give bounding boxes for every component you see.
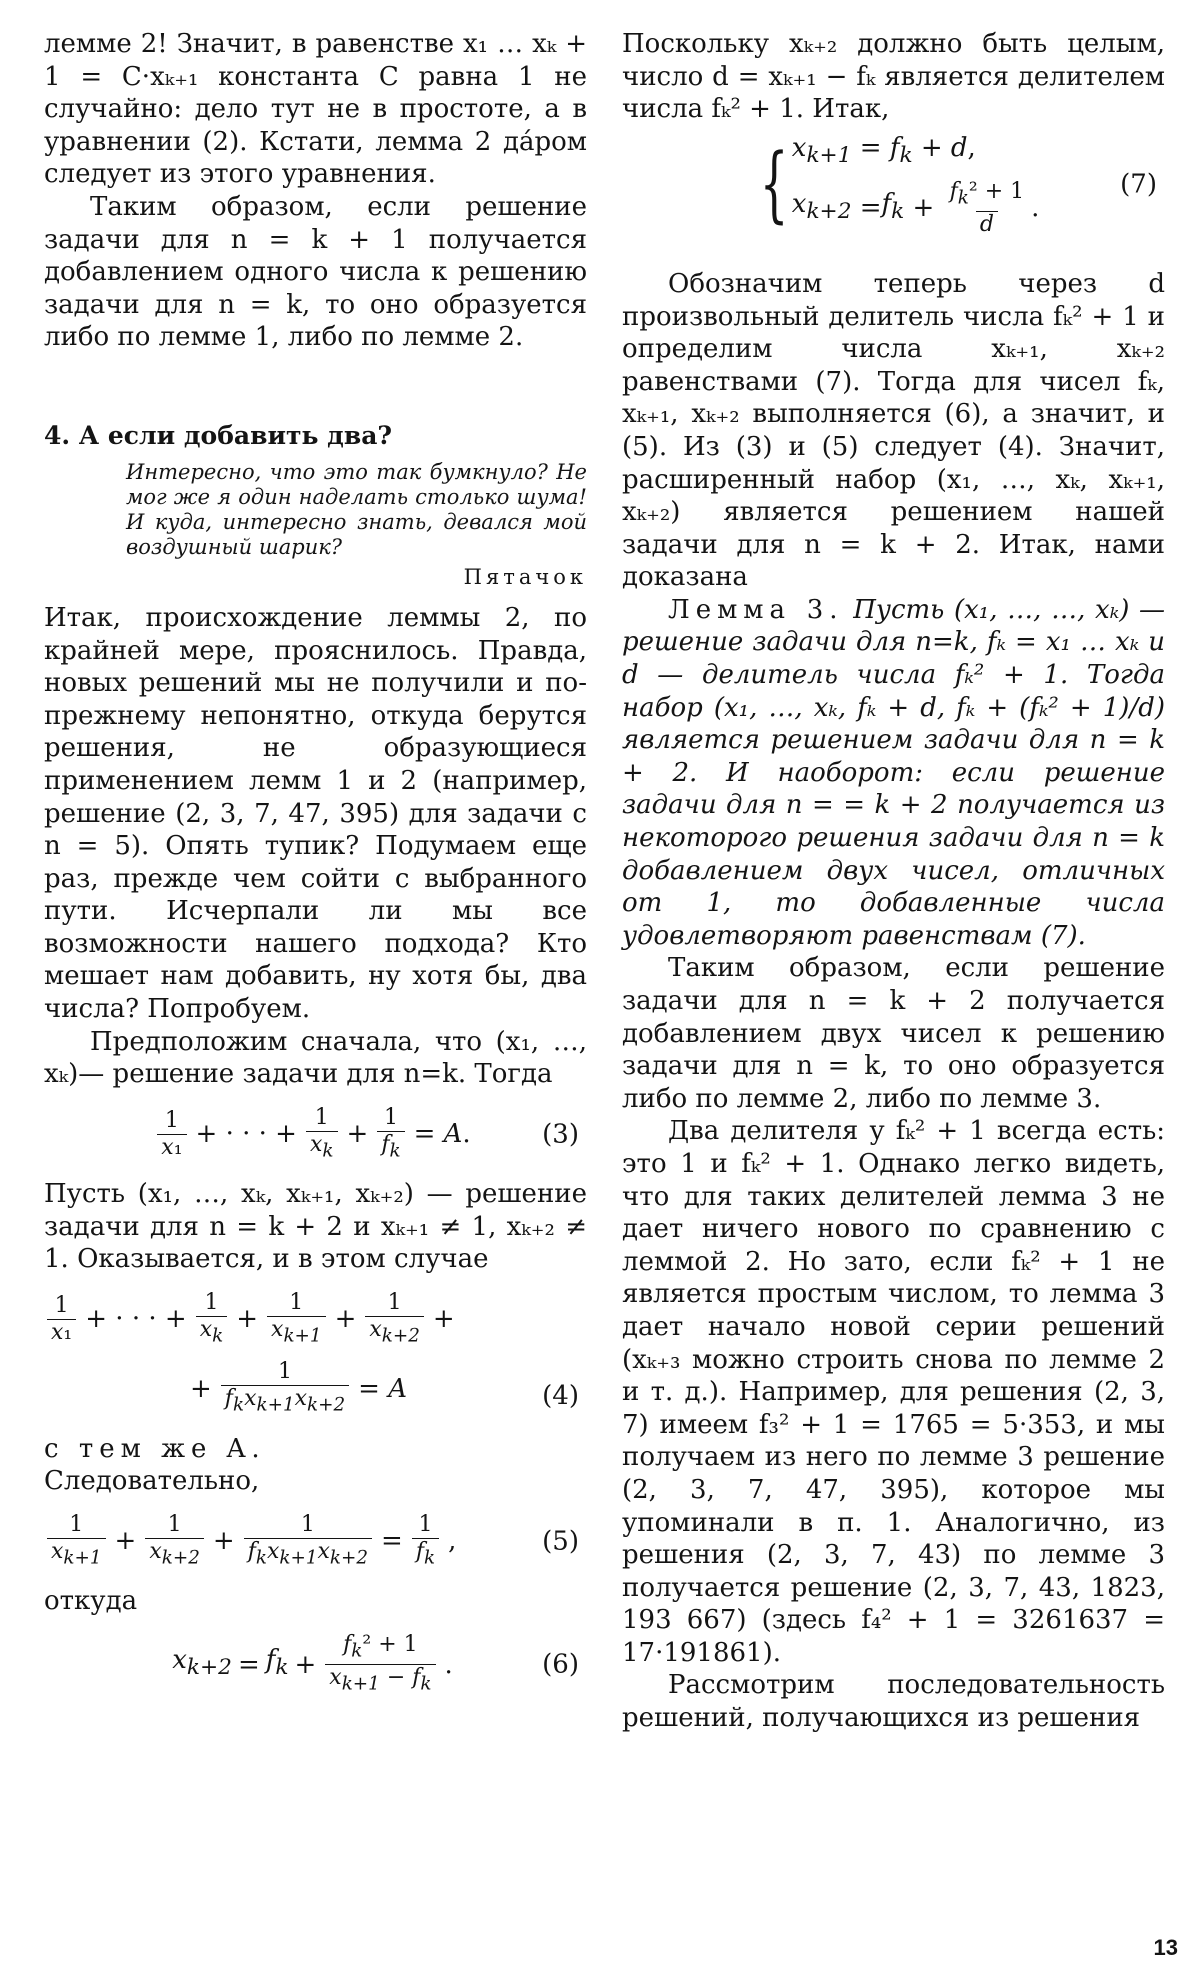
section-title: 4. А если добавить два? <box>44 420 393 450</box>
equation-5-tag: (5) <box>542 1526 579 1557</box>
equation-3-tag: (3) <box>542 1119 579 1150</box>
paragraph-summary-k2: Таким образом, если решение задачи для n = k + 2 получается добавлением двух чисел к решению задачи для n = k, то оно образуется либо по лемме 2, либо по лемме 3. <box>622 953 1165 1114</box>
paragraph-same-a: с тем же A. <box>44 1433 266 1464</box>
paragraph-suppose: Предположим сначала, что (x₁, …, xₖ)— решение задачи для n=k. Тогда <box>44 1026 587 1090</box>
equation-7: { $x_{k+1} = f_k + d$, $x_{k+2}$ = $f_k$ + $\frac{f_k^2 + 1}{d}$ . (7) <box>759 132 1157 237</box>
paragraph-denote: Обозначим теперь через d произвольный делитель числа fₖ² + 1 и определим числа xₖ₊₁, xₖ₊₂ равенствами (7). Тогда для чисел fₖ, xₖ₊₁, xₖ₊₂ выполняется (6), а значит, и (5). Из (3) и (5) следует (4). Значит, расширенный набор (x₁, …, xₖ, xₖ₊₁, xₖ₊₂) является решением нашей задачи для n = k + 2. Итак, нами доказана <box>622 268 1165 593</box>
equation-6-tag: (6) <box>542 1649 579 1680</box>
equation-7-tag: (7) <box>1120 169 1157 200</box>
epigraph: Интересно, что это так бумкнуло? Не мог же я один наделать столько шума! И куда, интересно знать, девался мой воздушный шарик? <box>126 459 587 559</box>
paragraph-hence: Следовательно, <box>44 1466 260 1497</box>
equation-4: $\frac{1}{\text{x₁}}$ + · · · + $\frac{1}{x_k}$ + $\frac{1}{x_{k+1}}$ + $\frac{1}{x_{k+2}}$ + + $\frac{1}{f_kx_{k+1}x_{k+2}}$ = A (4) <box>44 1290 587 1419</box>
paragraph-since: Поскольку xₖ₊₂ должно быть целым, число d = xₖ₊₁ − fₖ является делителем числа fₖ² + 1. Итак, <box>622 29 1165 125</box>
epigraph-author: Пятачок <box>463 564 587 589</box>
left-column <box>44 28 587 1712</box>
paragraph-whence: откуда <box>44 1586 138 1617</box>
paragraph-lemma2-note: лемме 2! Значит, в равенстве x₁ … xₖ + 1 = C·xₖ₊₁ константа C равна 1 не случайно: дело тут не в простоте, а в уравнении (2). Кстати, лемма 2 да́ром следует из этого уравнения. <box>44 29 587 190</box>
right-column <box>622 28 1165 1735</box>
page-number: 13 <box>1153 1935 1178 1960</box>
equation-3: $\frac{1}{\text{x₁}}$ + · · · + $\frac{1}{x_k}$ + $\frac{1}{f_k}$ = A. (3) <box>44 1105 587 1164</box>
paragraph-let: Пусть (x₁, …, xₖ, xₖ₊₁, xₖ₊₂) — решение задачи для n = k + 2 и xₖ₊₁ ≠ 1, xₖ₊₂ ≠ 1. Оказывается, и в этом случае <box>44 1179 587 1275</box>
paragraph-intro: Итак, происхождение леммы 2, по крайней мере, прояснилось. Правда, новых решений мы не получили и по-прежнему непонятно, откуда берутся решения, не образующиеся применением лемм 1 и 2 (например, решение (2, 3, 7, 47, 395) для задачи с n = 5). Опять тупик? Подумаем еще раз, прежде чем сойти с выбранного пути. Исчерпали ли мы все возможности нашего подхода? Кто мешает нам добавить, ну хотя бы, два числа? Попробуем. <box>44 602 587 1025</box>
equation-6: $x_{k+2}$ = $f_k$ + $\frac{f_k^2 + 1}{x_{k+1} - f_k}$ . (6) <box>44 1632 587 1698</box>
paragraph-consider: Рассмотрим последовательность решений, получающихся из решения <box>622 1670 1165 1734</box>
left-brace-icon: { <box>759 136 789 232</box>
lemma-3 <box>622 594 1165 953</box>
lemma-3-statement: Пусть (x₁, …, …, xₖ) — решение задачи для n=k, fₖ = x₁ … xₖ и d — делитель числа fₖ² + 1. Тогда набор (x₁, …, xₖ, fₖ + d, fₖ + (fₖ² + 1)/d) является решением задачи для n = k + 2. И наоборот: если решение задачи для n = = k + 2 получается из некоторого решения задачи для n = k добавлением двух чисел, отличных от 1, то добавленные числа удовлетворяют равенствам (7). <box>622 594 1166 951</box>
paragraph-summary-k1: Таким образом, если решение задачи для n = k + 1 получается добавлением одного числа к решению задачи для n = k, то оно образуется либо по лемме 1, либо по лемме 2. <box>44 191 587 353</box>
equation-5: $\frac{1}{x_{k+1}}$ + $\frac{1}{x_{k+2}}$ + $\frac{1}{f_kx_{k+1}x_{k+2}}$ = $\frac{1}{f_k}$ , (5) <box>44 1512 587 1571</box>
lemma-3-heading: Лемма 3. <box>668 594 844 625</box>
equation-4-tag: (4) <box>542 1381 579 1412</box>
paragraph-divisors: Два делителя у fₖ² + 1 всегда есть: это 1 и fₖ² + 1. Однако легко видеть, что для таких делителей лемма 3 не дает ничего нового по сравнению с леммой 2. Но зато, если fₖ² + 1 не является простым числом, то лемма 3 дает начало новой серии решений (xₖ₊₃ можно строить снова по лемме 2 и т. д.). Например, для решения (2, 3, 7) имеем f₃² + 1 = 1765 = 5·353, и мы получаем из него по лемме 3 решение (2, 3, 7, 47, 395), которое мы упоминали в п. 1. Аналогично, из решения (2, 3, 7, 43) по лемме 3 получается решение (2, 3, 7, 43, 1823, 193 667) (здесь f₄² + 1 = 3261637 = 17·191861). <box>622 1116 1165 1668</box>
